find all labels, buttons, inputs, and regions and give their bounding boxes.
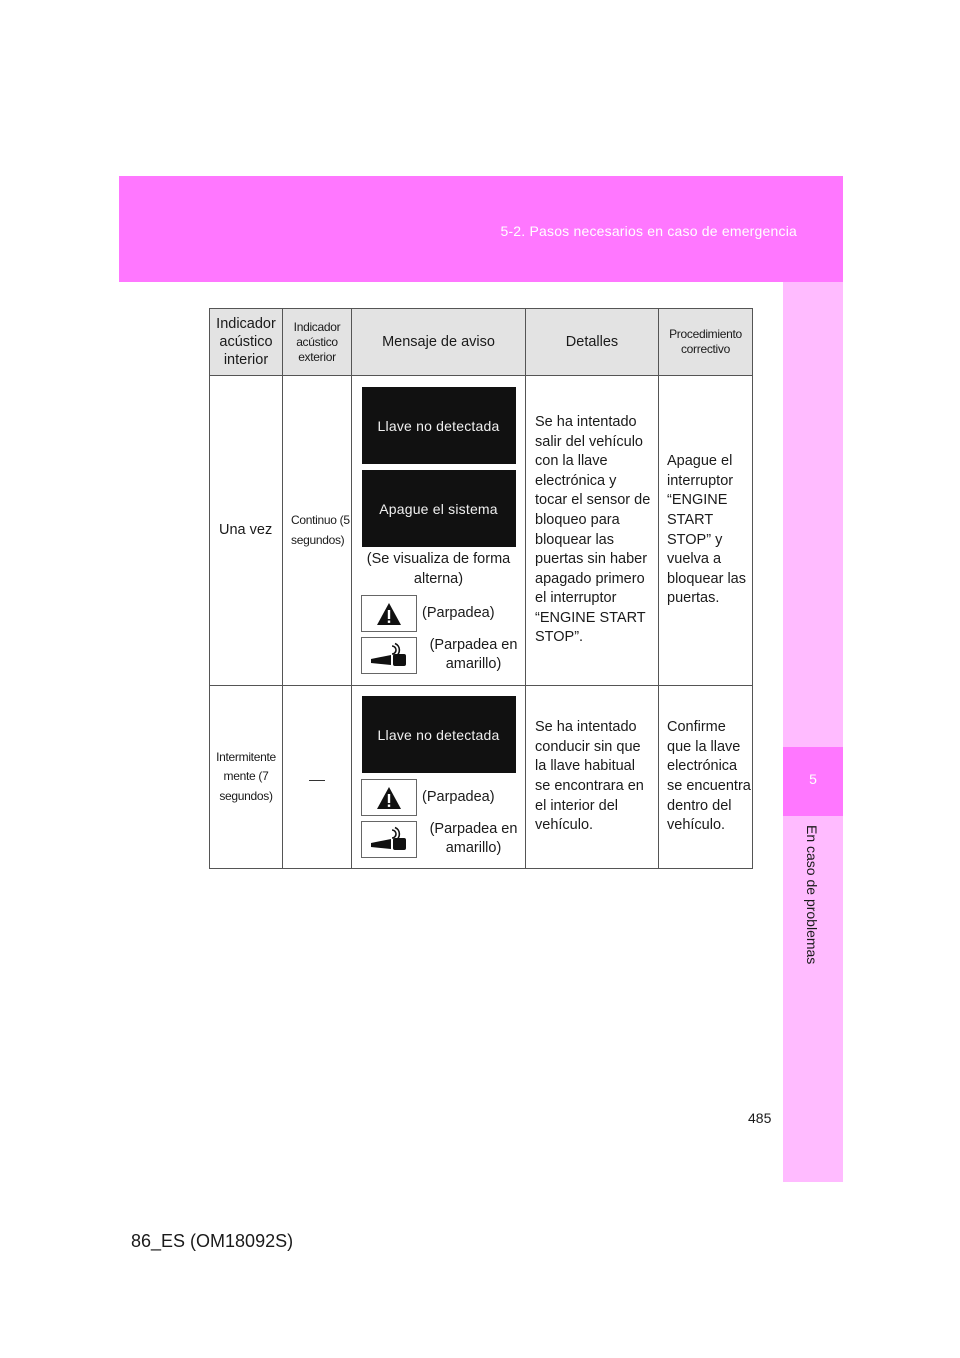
document-code: 86_ES (OM18092S) <box>131 1231 294 1251</box>
row-warning-message <box>352 376 526 686</box>
row-details: Se ha intentado conducir sin que la llave habitual se encontrara en el interior del vehículo. <box>526 686 659 869</box>
table-row <box>210 376 753 686</box>
chapter-tab <box>783 747 843 816</box>
display-message: Llave no detectada <box>362 387 516 464</box>
key-fob-icon <box>361 637 417 674</box>
warning-triangle-icon <box>361 595 417 632</box>
header-warning-message: Mensaje de aviso <box>352 309 526 376</box>
no-value-dash <box>309 780 325 781</box>
alternate-note: (Se visualiza de forma alterna) <box>366 551 511 587</box>
warning-indicator-row <box>361 595 525 632</box>
row-procedure: Confirme que la llave electrónica se encuentra dentro del vehículo. <box>659 686 753 869</box>
chapter-title <box>783 825 843 1025</box>
display-message: Llave no detectada <box>362 696 516 773</box>
chapter-number: 5 <box>809 771 817 787</box>
table-header-row <box>210 309 753 376</box>
header-interior-buzzer: Indicador acústico interior <box>210 309 283 376</box>
table-row <box>210 686 753 869</box>
key-fob-icon <box>361 821 417 858</box>
row-exterior-buzzer <box>283 686 352 869</box>
row-interior-buzzer: Intermitente mente (7 segundos) <box>210 686 283 869</box>
key-indicator-row <box>361 636 525 674</box>
section-title: 5-2. Pasos necesarios en caso de emergencia <box>500 223 797 239</box>
header-exterior-buzzer: Indicador acústico exterior <box>283 309 352 376</box>
warning-table <box>209 308 753 869</box>
page-number: 485 <box>748 1110 772 1126</box>
warning-triangle-icon <box>361 779 417 816</box>
warning-icon-label: (Parpadea) <box>422 789 495 806</box>
key-icon-label: (Parpadea en amarillo) <box>429 637 518 673</box>
row-exterior-buzzer: Continuo (5 segundos) <box>283 376 352 686</box>
row-details: Se ha intentado salir del vehículo con la llave electrónica y tocar el sensor de bloqueo para bloquear las puertas sin haber apagado primero el interruptor “ENGINE START STOP”. <box>526 376 659 686</box>
row-procedure: Apague el interruptor “ENGINE START STOP” y vuelva a bloquear las puertas. <box>659 376 753 686</box>
display-message: Apague el sistema <box>362 470 516 547</box>
warning-indicator-row <box>361 779 525 816</box>
key-icon-label: (Parpadea en amarillo) <box>429 821 518 856</box>
row-warning-message <box>352 686 526 869</box>
key-indicator-row <box>361 820 525 858</box>
warning-icon-label: (Parpadea) <box>422 605 495 622</box>
side-strip <box>783 282 843 1182</box>
chapter-title-text: En caso de problemas <box>804 825 820 965</box>
section-header-band <box>119 176 843 282</box>
header-procedure: Procedimiento correctivo <box>659 309 753 376</box>
row-interior-buzzer: Una vez <box>210 376 283 686</box>
header-details: Detalles <box>526 309 659 376</box>
